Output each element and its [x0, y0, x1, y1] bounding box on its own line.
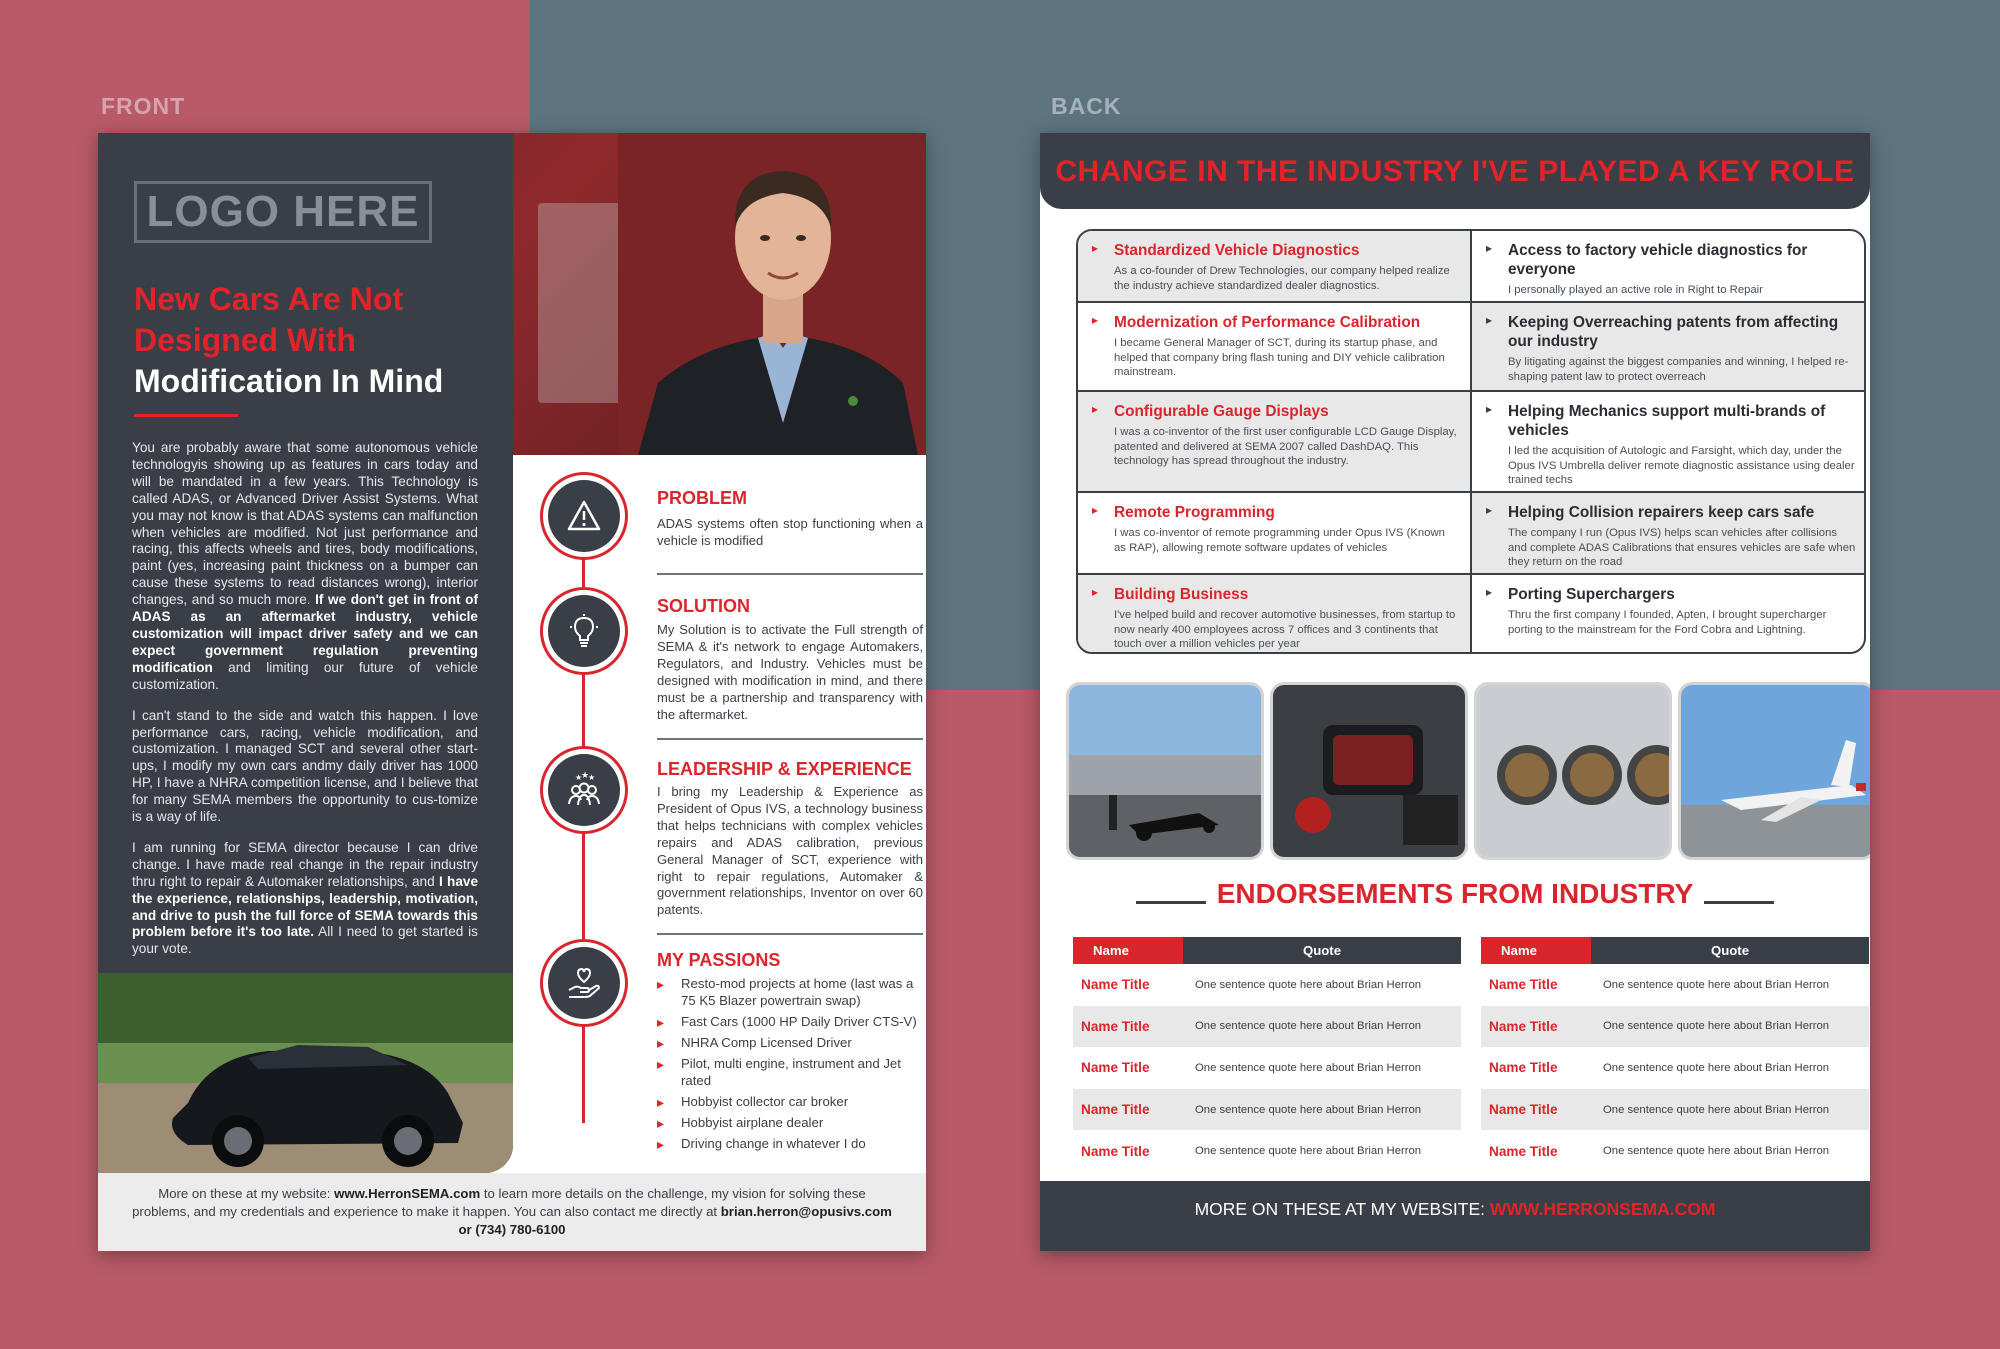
headline-white: Modification In Mind [134, 363, 444, 399]
change-text: As a co-founder of Drew Technologies, our company helped realize the industry achieve standardized dealer diagnostics. [1114, 265, 1450, 292]
table-row [1481, 1047, 1869, 1089]
footer-website-link[interactable]: www.HerronSEMA.com [334, 1186, 481, 1201]
table-row [1481, 1006, 1869, 1048]
quote-column-header: Quote [1591, 937, 1869, 964]
intro-paragraph-3 [132, 840, 478, 958]
leadership-text: I bring my Leadership & Experience as President of Opus IVS, a technology business that helps technicians with complex vehicles repairs and ADAS calibration, previous General Manager of SCT, experience with right to repair regulations, Automaker & government relationships, Inventor on over 60 patents. [657, 784, 923, 918]
front-page [98, 133, 926, 1251]
change-cell [1078, 392, 1472, 493]
headline-red-line-2: Designed With [134, 322, 356, 358]
back-page [1040, 133, 1870, 1251]
headline-underline [134, 414, 238, 417]
headline-red [134, 279, 494, 361]
endorser-name: Name Title [1489, 1060, 1558, 1076]
list-item: ▸ Hobbyist airplane dealer [657, 1115, 926, 1132]
list-item: ▸ Fast Cars (1000 HP Daily Driver CTS-V) [657, 1014, 926, 1031]
endorser-quote: One sentence quote here about Brian Herron [1603, 1061, 1830, 1074]
endorse-rule-right [1704, 901, 1774, 904]
back-header: CHANGE IN THE INDUSTRY I'VE PLAYED A KEY ROLE [1040, 133, 1870, 209]
para1-tail: and limiting our future of vehicle customization. [132, 659, 478, 692]
change-text: I personally played an active role in Right to Repair [1508, 284, 1763, 296]
table-row [1073, 1006, 1461, 1048]
front-footer [98, 1173, 926, 1251]
endorser-name: Name Title [1081, 1060, 1150, 1076]
endorser-quote: One sentence quote here about Brian Herron [1195, 1061, 1422, 1074]
change-cell [1078, 575, 1472, 654]
table-row [1481, 964, 1869, 1006]
change-cell [1472, 231, 1866, 303]
name-column-header: Name [1481, 937, 1591, 964]
lightbulb-icon [566, 613, 602, 649]
change-title: ▸ Building Business [1114, 586, 1249, 603]
endorsements-title: ENDORSEMENTS FROM INDUSTRY [1216, 878, 1694, 909]
table-row [1073, 964, 1461, 1006]
portrait-photo [618, 133, 926, 455]
intro-paragraph-2: I can't stand to the side and watch this happen. I love performance cars, racing, vehicle modification, and customization. I managed SCT and several other start-ups, I modify my own cars andmy daily driver has 1000 HP, I have a NHRA competition license, and I believe that for many SEMA members the opportunity to cus-tomize is a way of life. [132, 707, 478, 825]
problem-icon-circle [540, 472, 628, 560]
heart-hand-icon [565, 964, 603, 1002]
footer-contact[interactable]: brian.herron@opusivs.com or (734) 780-6100 [458, 1204, 892, 1237]
table-row [1481, 1130, 1869, 1172]
change-cell [1078, 493, 1472, 575]
endorser-quote: One sentence quote here about Brian Herron [1603, 1103, 1830, 1116]
change-text: By litigating against the biggest companies and winning, I helped re-shaping patent law to protect overreach [1508, 356, 1849, 383]
list-item: ▸ NHRA Comp Licensed Driver [657, 1035, 926, 1052]
list-item: ▸ Hobbyist collector car broker [657, 1094, 926, 1111]
endorser-name: Name Title [1081, 977, 1150, 993]
list-item: ▸ Resto-mod projects at home (last was a 75 K5 Blazer powertrain swap) [657, 976, 926, 1009]
change-text: I was co-inventor of remote programming under Opus IVS (Known as RAP), allowing remote software updates of vehicles [1114, 527, 1445, 554]
endorser-name: Name Title [1489, 977, 1558, 993]
list-item: ▸ Pilot, multi engine, instrument and Jet rated [657, 1056, 926, 1089]
change-text: Thru the first company I founded, Apten, I brought supercharger porting to the mainstream for the Ford Cobra and Lightning. [1508, 609, 1827, 636]
table-header [1481, 937, 1869, 964]
para3-emphasis: I have the experience, relationships, leadership, motivation, and drive to push the full force of SEMA towards this problem before it's too late. [132, 873, 478, 940]
change-title: ▸ Access to factory vehicle diagnostics for everyone [1508, 242, 1808, 278]
svg-text:★: ★ [575, 773, 583, 782]
list-item: ▸ Driving change in whatever I do [657, 1136, 926, 1153]
endorser-quote: One sentence quote here about Brian Herron [1603, 1020, 1830, 1033]
change-title: ▸ Modernization of Performance Calibration [1114, 314, 1421, 331]
change-cell [1472, 493, 1866, 575]
endorser-name: Name Title [1489, 1102, 1558, 1118]
endorser-quote: One sentence quote here about Brian Herron [1195, 978, 1422, 991]
endorser-name: Name Title [1081, 1102, 1150, 1118]
change-text: The company I run (Opus IVS) helps scan vehicles after collisions and complete ADAS Calibrations that ensures vehicles are safe when they return on the road [1508, 527, 1856, 569]
warning-icon [566, 498, 602, 534]
solution-title: SOLUTION [657, 596, 750, 616]
back-footer-website-link[interactable]: WWW.HERRONSEMA.COM [1489, 1199, 1716, 1219]
endorser-quote: One sentence quote here about Brian Herron [1603, 978, 1830, 991]
change-cell [1472, 392, 1866, 493]
table-row [1481, 1089, 1869, 1131]
quote-column-header: Quote [1183, 937, 1461, 964]
headline-red-line-1: New Cars Are Not [134, 281, 404, 317]
solution-icon-circle [540, 587, 628, 675]
industry-changes-table [1076, 229, 1866, 654]
leadership-title: LEADERSHIP & EXPERIENCE [657, 759, 912, 779]
footer-lead: More on these at my website: [158, 1186, 331, 1201]
endorser-name: Name Title [1489, 1018, 1558, 1034]
engine-bay-photo [1270, 682, 1468, 860]
change-cell [1078, 231, 1472, 303]
engine-block-photo [1474, 682, 1672, 860]
front-label: FRONT [101, 93, 186, 119]
change-cell [1472, 303, 1866, 392]
team-stars-icon [564, 770, 604, 810]
solution-text: My Solution is to activate the Full strength of SEMA & it's network to engage Automakers, Regulators, and Industry. Vehicles must be designed with modification in mind, and there must be a partnership and transparency with the aftermarket. [657, 622, 923, 722]
leadership-divider [657, 933, 923, 935]
endorser-quote: One sentence quote here about Brian Herron [1195, 1103, 1422, 1116]
change-text: I led the acquisition of Autologic and Farsight, which day, under the Opus IVS Umbrella deliver remote diagnostic assistance using dealer trained techs [1508, 445, 1855, 487]
para3-text: I am running for SEMA director because I can drive change. I have made real change in the repair industry thru right to repair & Automaker relationships, and [132, 839, 478, 889]
endorser-quote: One sentence quote here about Brian Herron [1195, 1020, 1422, 1033]
podium-shape [538, 203, 628, 403]
para1-emphasis: If we don't get in front of ADAS as an aftermarket industry, vehicle customization will impact driver safety and we can expect government regulation preventing modification [132, 592, 479, 675]
endorser-quote: One sentence quote here about Brian Herron [1195, 1145, 1422, 1158]
leadership-icon-circle [540, 746, 628, 834]
problem-text: ADAS systems often stop functioning when a vehicle is modified [657, 516, 923, 548]
endorsement-table-left [1073, 937, 1461, 1172]
passions-icon-circle [540, 939, 628, 1027]
change-text: I became General Manager of SCT, during its startup phase, and helped that company bring flash tuning and DIY vehicle calibration mainstream. [1114, 337, 1445, 379]
intro-paragraph-1 [132, 440, 478, 694]
problem-title: PROBLEM [657, 488, 747, 508]
car-photo [98, 973, 513, 1173]
change-text: I've helped build and recover automotive businesses, from startup to now nearly 400 employees across 7 offices and 3 continents that touch over a million vehicles per year [1114, 609, 1456, 651]
table-row [1073, 1047, 1461, 1089]
change-title: ▸ Helping Collision repairers keep cars safe [1508, 504, 1815, 521]
back-label: BACK [1051, 93, 1122, 119]
para1-text: You are probably aware that some autonomous vehicle technologyis showing up as features in cars today and will be mandated in a few years. This Technology is called ADAS, or Advanced Driver Assist Systems. What you may not know is that ADAS systems can malfunction when vehicles are modified. Not just performance and racing, this affects wheels and tires, body modifications, paint (yes, increasing paint thickness on a bumper can cause these systems to read distances wrong), interior changes, and so much more. [132, 440, 478, 608]
footer-body: to learn more details on the challenge, my vision for solving these problems, and my credentials and experience to make it happen. You can also contact me directly at [132, 1186, 866, 1219]
change-title: ▸ Standardized Vehicle Diagnostics [1114, 242, 1360, 259]
logo-placeholder: LOGO HERE [134, 181, 432, 243]
table-row [1073, 1089, 1461, 1131]
change-title: ▸ Remote Programming [1114, 504, 1275, 521]
endorsement-table-right [1481, 937, 1869, 1172]
para3-tail: All I need to get started is your vote. [132, 924, 478, 957]
change-text: I was a co-inventor of the first user configurable LCD Gauge Display, patented and delivered at SEMA 2007 called DashDAQ. This technology has spread throughout the industry. [1114, 426, 1457, 468]
back-footer-text: MORE ON THESE AT MY WEBSITE: [1194, 1199, 1485, 1219]
passions-title: MY PASSIONS [657, 950, 781, 970]
svg-text:★: ★ [588, 773, 596, 782]
jet-photo [1678, 682, 1870, 860]
drag-race-photo [1066, 682, 1264, 860]
change-title: ▸ Configurable Gauge Displays [1114, 403, 1329, 420]
name-column-header: Name [1073, 937, 1183, 964]
problem-divider [657, 573, 923, 575]
solution-divider [657, 738, 923, 740]
back-footer [1040, 1181, 1870, 1251]
intro-body [132, 440, 478, 972]
table-header [1073, 937, 1461, 964]
passions-list [657, 976, 926, 1158]
endorser-name: Name Title [1489, 1143, 1558, 1159]
table-row [1073, 1130, 1461, 1172]
endorser-name: Name Title [1081, 1143, 1150, 1159]
change-cell [1472, 575, 1866, 654]
change-title: ▸ Keeping Overreaching patents from affecting our industry [1508, 314, 1839, 350]
svg-text:★: ★ [581, 770, 590, 780]
change-cell [1078, 303, 1472, 392]
endorser-quote: One sentence quote here about Brian Herron [1603, 1145, 1830, 1158]
endorser-name: Name Title [1081, 1018, 1150, 1034]
change-title: ▸ Helping Mechanics support multi-brands of vehicles [1508, 403, 1826, 439]
change-title: ▸ Porting Superchargers [1508, 586, 1675, 603]
